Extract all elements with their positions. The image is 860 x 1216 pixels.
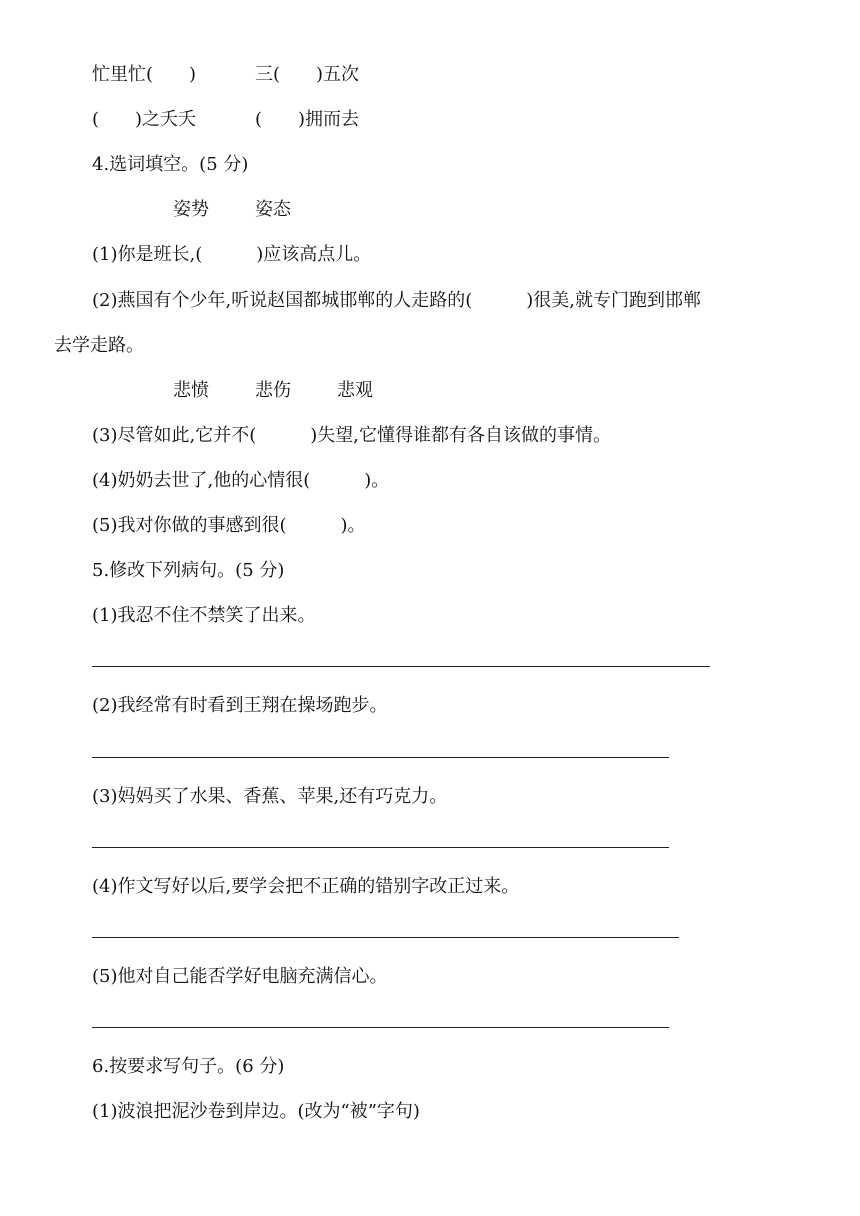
q5-item: (5)他对自己能否学好电脑充满信心。 [92, 966, 388, 987]
q6-item: (1)波浪把泥沙卷到岸边。(改为“被”字句) [92, 1101, 420, 1122]
answer-line [92, 666, 710, 667]
q5-item: (4)作文写好以后,要学会把不正确的错别字改正过来。 [92, 876, 520, 897]
q5-item: (1)我忍不住不禁笑了出来。 [92, 605, 316, 626]
idiom-blank-2: 三( )五次 [255, 64, 360, 85]
answer-line [92, 757, 669, 758]
answer-line [92, 847, 669, 848]
q4-word-option: 姿势 [173, 199, 209, 220]
q4-word-option: 悲伤 [255, 380, 291, 401]
q5-heading: 5.修改下列病句。(5 分) [92, 560, 285, 581]
q4-word-option: 悲观 [337, 380, 373, 401]
idiom-blank-4: ( )拥而去 [255, 109, 360, 130]
q4-word-option: 姿态 [255, 199, 291, 220]
idiom-blank-3: ( )之夭夭 [92, 109, 197, 130]
answer-line [92, 1027, 669, 1028]
q4-word-option: 悲愤 [173, 380, 209, 401]
q5-item: (2)我经常有时看到王翔在操场跑步。 [92, 695, 388, 716]
idiom-blank-1: 忙里忙( ) [92, 64, 197, 85]
q4-item: (2)燕国有个少年,听说赵国都城邯郸的人走路的( )很美,就专门跑到邯郸 [92, 290, 701, 311]
q4-heading: 4.选词填空。(5 分) [92, 154, 249, 175]
q6-heading: 6.按要求写句子。(6 分) [92, 1056, 285, 1077]
q4-item: (4)奶奶去世了,他的心情很( )。 [92, 470, 390, 491]
answer-line [92, 937, 679, 938]
q4-item: (3)尽管如此,它并不( )失望,它懂得谁都有各自该做的事情。 [92, 425, 611, 446]
q4-item-continued: 去学走路。 [54, 335, 144, 356]
q4-item: (5)我对你做的事感到很( )。 [92, 515, 366, 536]
q5-item: (3)妈妈买了水果、香蕉、苹果,还有巧克力。 [92, 786, 448, 807]
q4-item: (1)你是班长,( )应该高点儿。 [92, 244, 372, 265]
